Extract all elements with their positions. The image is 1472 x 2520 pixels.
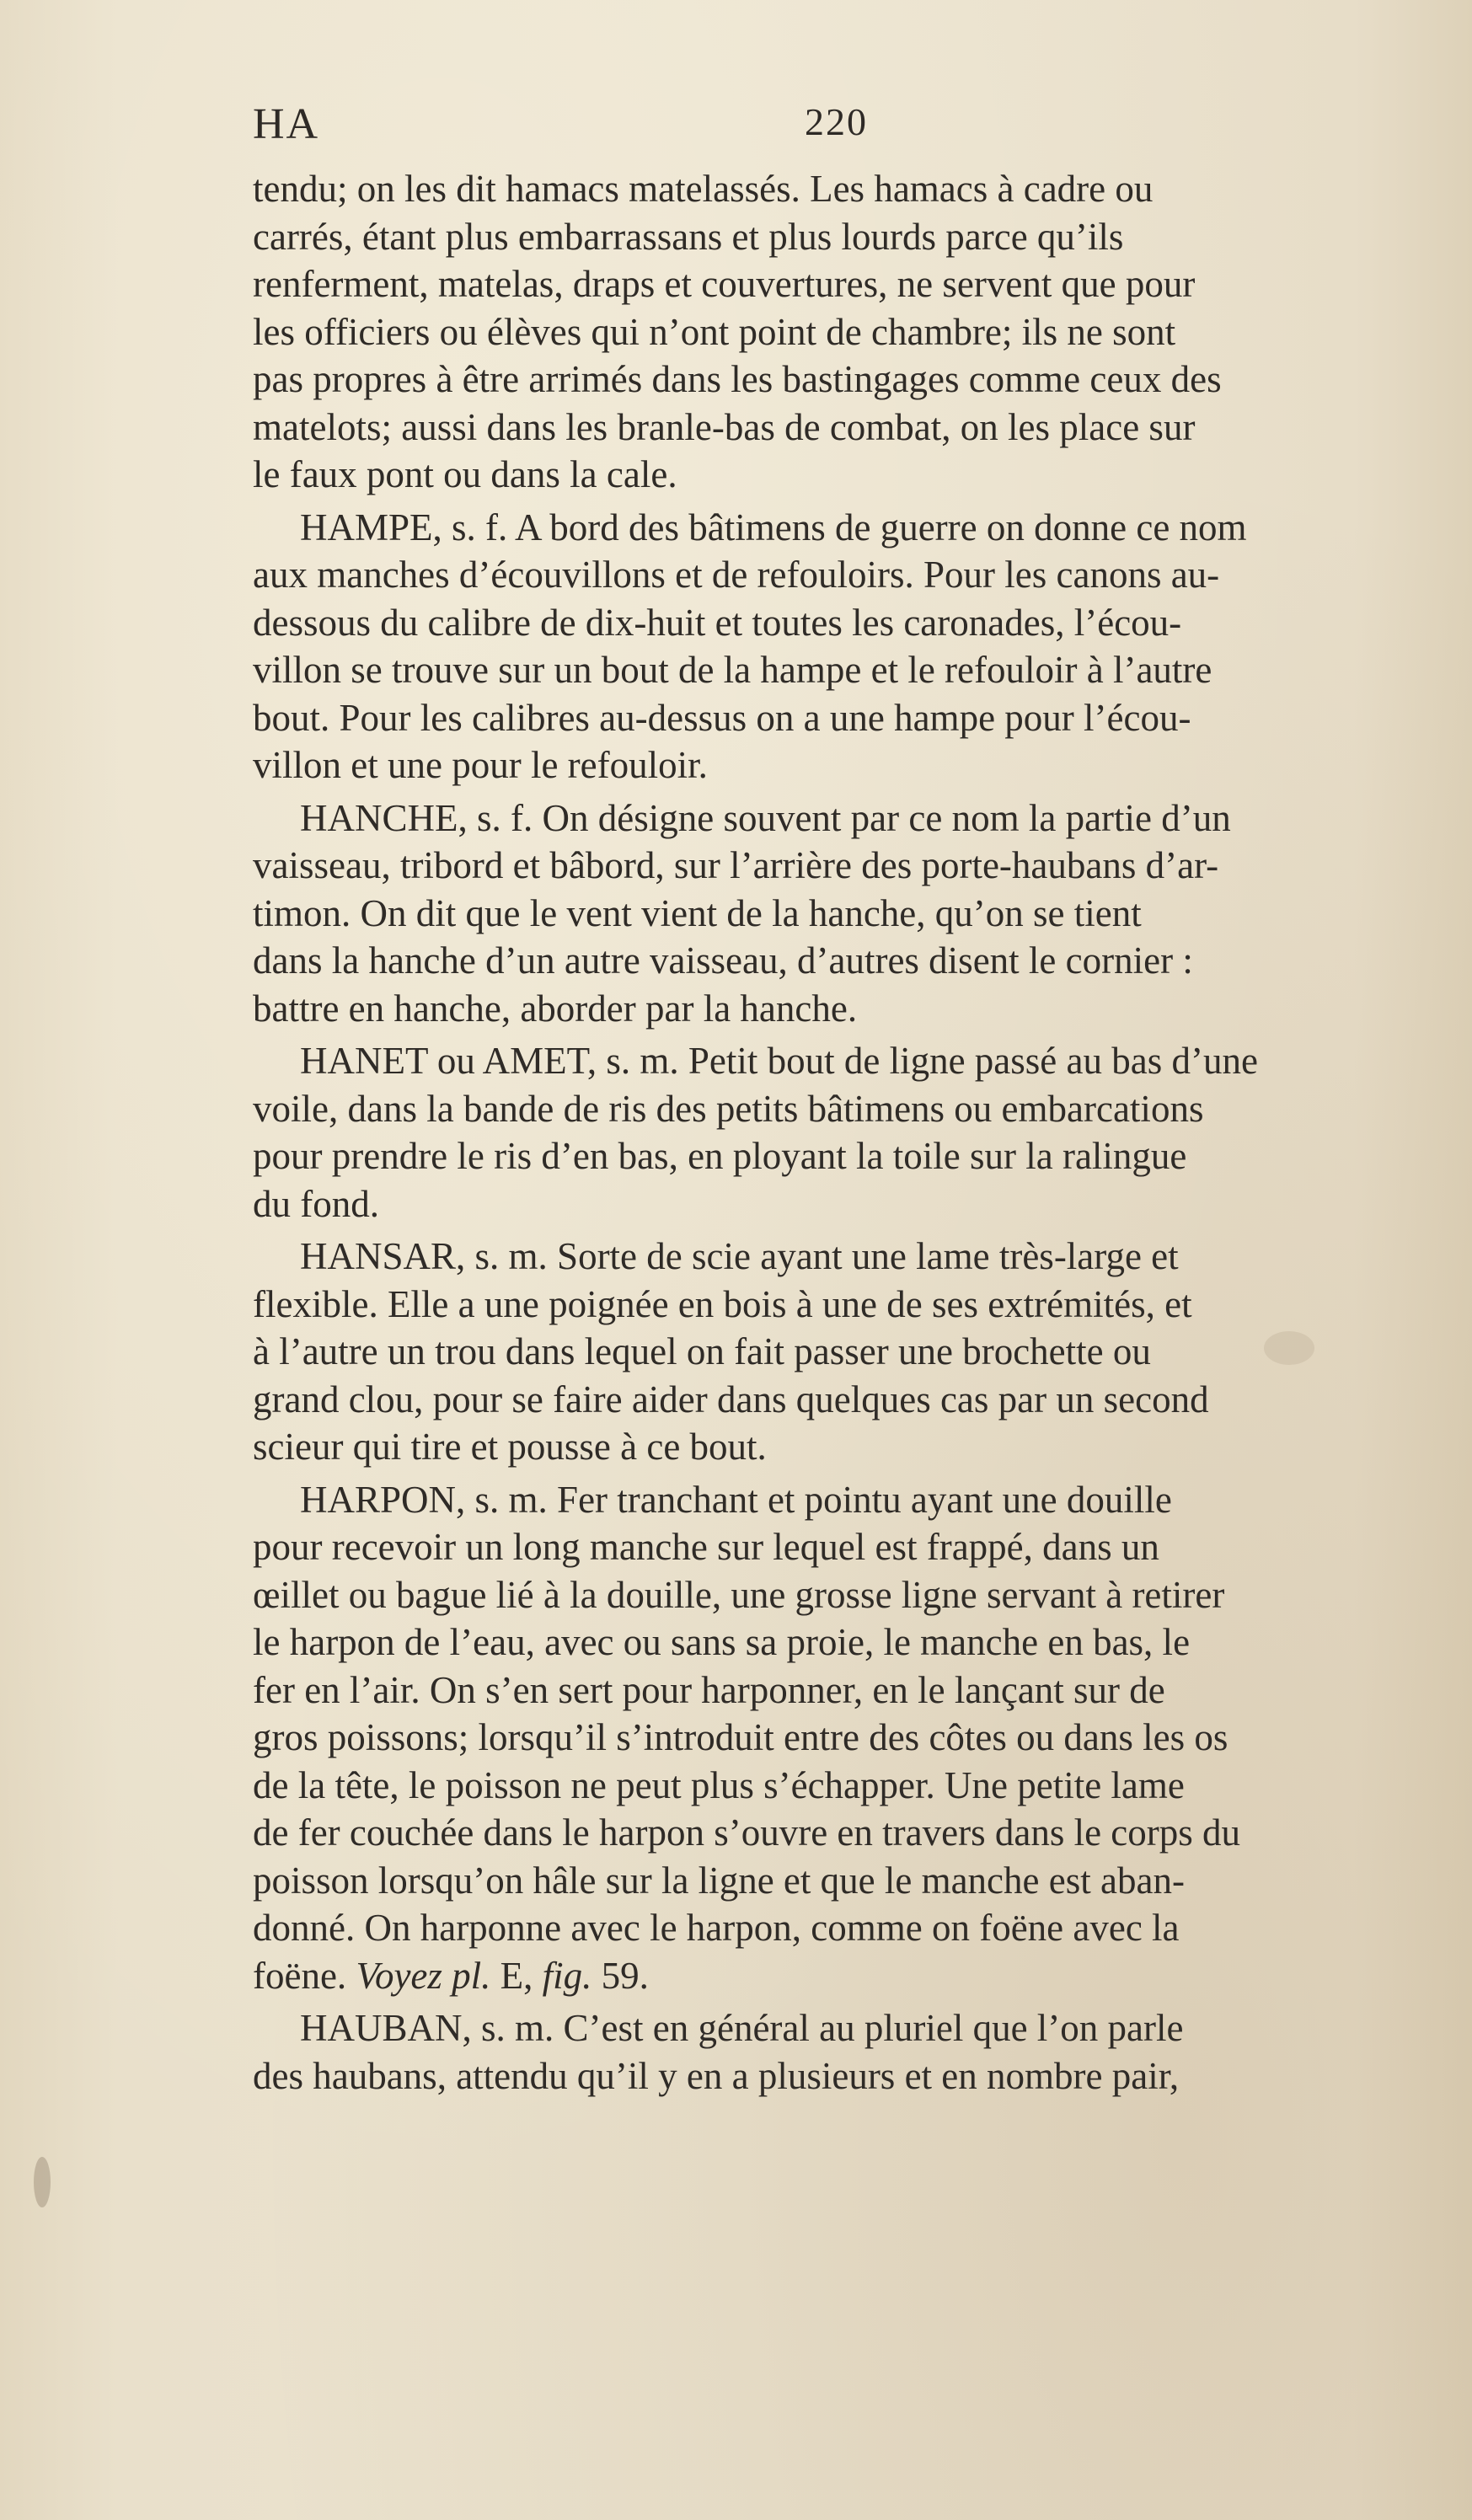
text-line: timon. On dit que le vent vient de la hanche, qu’on se tient [253, 891, 1142, 934]
entry-hansar: HANSAR, s. m. Sorte de scie ayant une lame très-large et [300, 1235, 1179, 1277]
text-line: gros poissons; lorsqu’il s’introduit entre des côtes ou dans les os [253, 1716, 1228, 1758]
text-line: scieur qui tire et pousse à ce bout. [253, 1426, 767, 1468]
text-line-reference [253, 1952, 1432, 2000]
entry-harpon: HARPON, s. m. Fer tranchant et pointu ayant une douille [300, 1478, 1172, 1521]
text-line: du fond. [253, 1182, 379, 1225]
text-line: flexible. Elle a une poignée en bois à une de ses extrémités, et [253, 1282, 1192, 1325]
text-line: battre en hanche, aborder par la hanche. [253, 987, 858, 1030]
text-line: pas propres à être arrimés dans les bastingages comme ceux des [253, 358, 1222, 400]
entry-hauban: HAUBAN, s. m. C’est en général au pluriel que l’on parle [300, 2007, 1184, 2049]
text-line: voile, dans la bande de ris des petits bâtimens ou embarcations [253, 1087, 1204, 1130]
plate-reference: E, [490, 1954, 543, 1997]
text-line: des haubans, attendu qu’il y en a plusieurs et en nombre pair, [253, 2054, 1180, 2097]
paper-stain [34, 2157, 51, 2207]
voyez-reference: Voyez pl. [356, 1954, 491, 1997]
page-header [253, 99, 1180, 158]
text-line: dessous du calibre de dix-huit et toutes les caronades, l’écou- [253, 601, 1182, 644]
text-line: donné. On harponne avec le harpon, comme on foëne avec la [253, 1907, 1180, 1949]
text-line: poisson lorsqu’on hâle sur la ligne et que le manche est aban- [253, 1859, 1185, 1902]
text-line: pour recevoir un long manche sur lequel est frappé, dans un [253, 1526, 1159, 1568]
text-line: le faux pont ou dans la cale. [253, 453, 677, 495]
dictionary-text [253, 165, 1432, 2100]
text-line: le harpon de l’eau, avec ou sans sa proie, le manche en bas, le [253, 1621, 1191, 1663]
text-line: vaisseau, tribord et bâbord, sur l’arrière des porte-haubans d’ar- [253, 844, 1219, 886]
text-line: aux manches d’écouvillons et de refouloirs. Pour les canons au- [253, 554, 1220, 596]
text-segment: foëne. [253, 1954, 356, 1997]
running-head: HA [253, 100, 320, 148]
text-line: bout. Pour les calibres au-dessus on a une hampe pour l’écou- [253, 696, 1191, 739]
text-line: à l’autre un trou dans lequel on fait passer une brochette ou [253, 1330, 1151, 1372]
text-line: grand clou, pour se faire aider dans quelques cas par un second [253, 1378, 1209, 1421]
figure-label: fig. [542, 1954, 592, 1997]
text-line: tendu; on les dit hamacs matelassés. Les hamacs à cadre ou [253, 168, 1154, 210]
text-line: dans la hanche d’un autre vaisseau, d’autres disent le cornier : [253, 939, 1193, 982]
entry-hampe: HAMPE, s. f. A bord des bâtimens de guerre on donne ce nom [300, 506, 1247, 548]
text-line: villon se trouve sur un bout de la hampe et le refouloir à l’autre [253, 649, 1212, 691]
text-line: matelots; aussi dans les branle-bas de combat, on les place sur [253, 405, 1196, 448]
text-line: renferment, matelas, draps et couvertures, ne servent que pour [253, 263, 1196, 305]
page-number: 220 [805, 100, 868, 143]
text-line: les officiers ou élèves qui n’ont point de chambre; ils ne sont [253, 310, 1176, 353]
text-line: œillet ou bague lié à la douille, une grosse ligne servant à retirer [253, 1573, 1225, 1616]
text-line: de la tête, le poisson ne peut plus s’échapper. Une petite lame [253, 1763, 1185, 1806]
text-line: de fer couchée dans le harpon s’ouvre en travers dans le corps du [253, 1811, 1241, 1854]
text-line: fer en l’air. On s’en sert pour harponner, en le lançant sur de [253, 1668, 1165, 1711]
figure-number: 59. [591, 1954, 649, 1997]
entry-hanche: HANCHE, s. f. On désigne souvent par ce nom la partie d’un [300, 796, 1231, 839]
text-line: carrés, étant plus embarrassans et plus lourds parce qu’ils [253, 215, 1124, 258]
text-line: villon et une pour le refouloir. [253, 744, 708, 786]
text-line: pour prendre le ris d’en bas, en ployant la toile sur la ralingue [253, 1135, 1187, 1177]
entry-hanet: HANET ou AMET, s. m. Petit bout de ligne passé au bas d’une [300, 1040, 1258, 1082]
